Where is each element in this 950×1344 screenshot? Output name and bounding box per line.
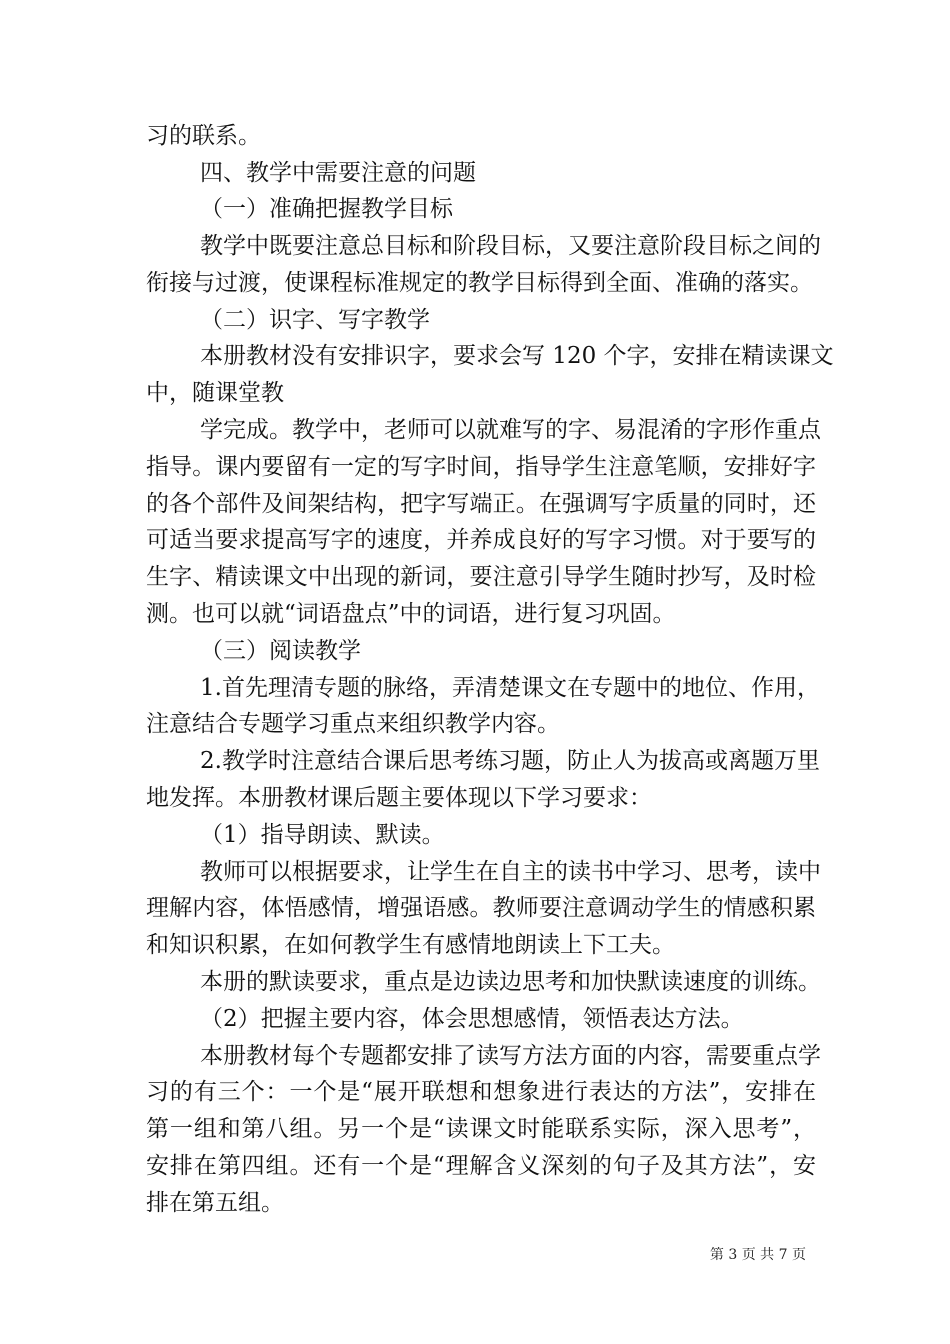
text-line: 排在第五组。	[146, 1190, 284, 1216]
text-line: 地发挥。本册教材课后题主要体现以下学习要求：	[146, 785, 652, 811]
subsection-heading: （1）指导朗读、默读。	[200, 822, 445, 848]
subsection-heading: （2）把握主要内容，体会思想感情，领悟表达方法。	[200, 1006, 744, 1032]
subsection-heading: （三）阅读教学	[200, 638, 361, 664]
text-line: 中，随课堂教	[146, 380, 284, 406]
page-number: 第 3 页 共 7 页	[709, 1247, 806, 1263]
text-line: 指导。课内要留有一定的写字时间，指导学生注意笔顺，安排好字	[146, 454, 816, 480]
text-line: 学完成。教学中，老师可以就难写的字、易混淆的字形作重点	[200, 417, 821, 443]
text-line: 2.教学时注意结合课后思考练习题，防止人为拔高或离题万里	[200, 748, 820, 774]
text-line: 本册的默读要求，重点是边读边思考和加快默读速度的训练。	[200, 969, 821, 995]
text-line: 衔接与过渡，使课程标准规定的教学目标得到全面、准确的落实。	[146, 270, 813, 296]
text-line: 本册教材每个专题都安排了读写方法方面的内容，需要重点学	[200, 1043, 821, 1069]
text-line: 可适当要求提高写字的速度，并养成良好的写字习惯。对于要写的	[146, 527, 816, 553]
text-line: 生字、精读课文中出现的新词，要注意引导学生随时抄写，及时检	[146, 564, 816, 590]
text-line: 教学中既要注意总目标和阶段目标，又要注意阶段目标之间的	[200, 233, 821, 259]
text-line: 本册教材没有安排识字，要求会写 120 个字，安排在精读课文	[200, 343, 834, 369]
text-line: 和知识积累，在如何教学生有感情地朗读上下工夫。	[146, 932, 675, 958]
text-line: 测。也可以就“词语盘点”中的词语，进行复习巩固。	[146, 601, 676, 627]
text-line: 理解内容，体悟感情，增强语感。教师要注意调动学生的情感积累	[146, 895, 816, 921]
text-line: 的各个部件及间架结构，把字写端正。在强调写字质量的同时，还	[146, 491, 816, 517]
text-line: 教师可以根据要求，让学生在自主的读书中学习、思考，读中	[200, 859, 821, 885]
text-line: 安排在第四组。还有一个是“理解含义深刻的句子及其方法”，安	[146, 1153, 816, 1179]
text-line: 习的联系。	[146, 123, 261, 149]
text-line: 习的有三个：一个是“展开联想和想象进行表达的方法”，安排在	[146, 1079, 816, 1105]
subsection-heading: （二）识字、写字教学	[200, 307, 430, 333]
text-line: 1.首先理清专题的脉络，弄清楚课文在专题中的地位、作用，	[200, 675, 820, 701]
text-line: 第一组和第八组。另一个是“读课文时能联系实际，深入思考”，	[146, 1116, 816, 1142]
section-heading: 四、教学中需要注意的问题	[200, 160, 476, 186]
text-line: 注意结合专题学习重点来组织教学内容。	[146, 711, 560, 737]
subsection-heading: （一）准确把握教学目标	[200, 196, 453, 222]
